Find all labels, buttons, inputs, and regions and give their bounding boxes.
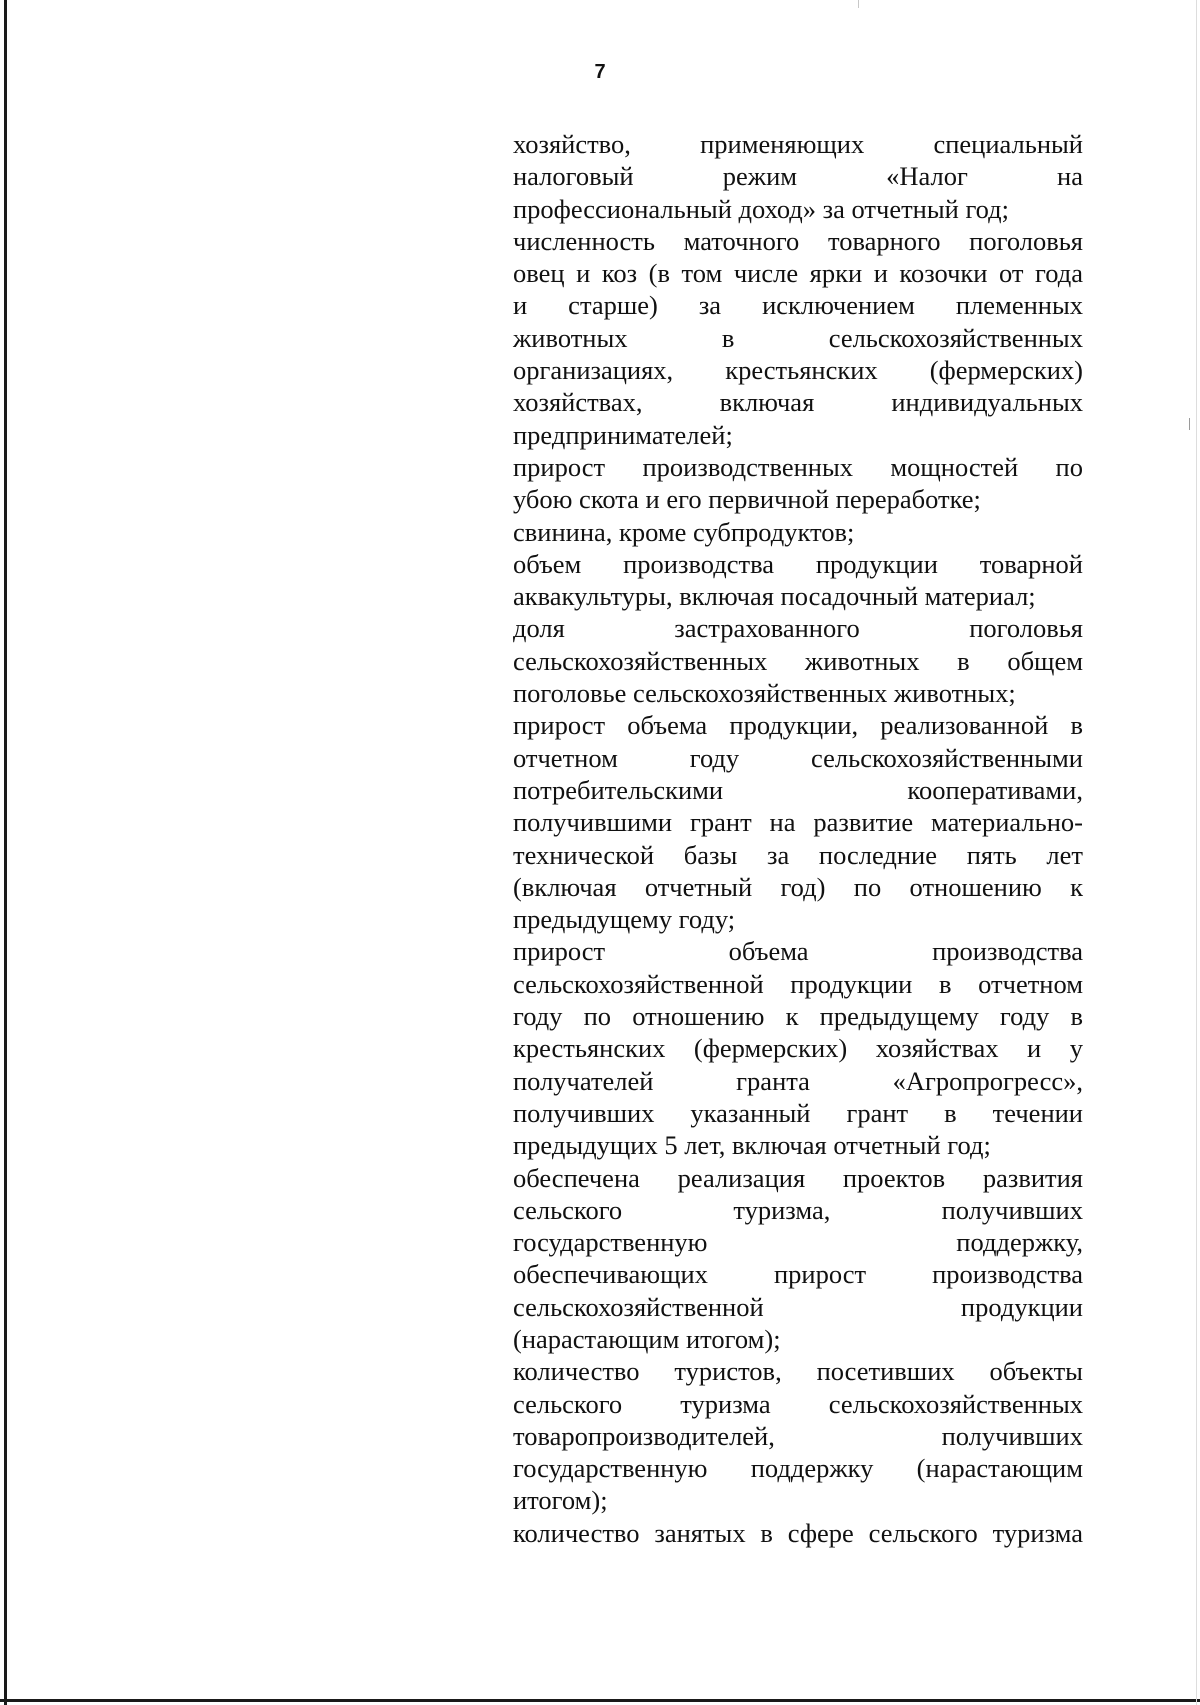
text-line: получившими грант на развитие материально- xyxy=(513,807,1083,838)
text-line: количество занятых в сфере сельского туризма xyxy=(513,1517,1083,1548)
text-line: количество туристов, посетивших объекты xyxy=(513,1356,1083,1387)
text-line: животных в сельскохозяйственных xyxy=(513,322,1083,353)
text-line: доля застрахованного поголовья xyxy=(513,613,1083,644)
text-line: отчетном году сельскохозяйственными xyxy=(513,742,1083,773)
text-line: аквакультуры, включая посадочный материал; xyxy=(513,581,1036,612)
text-line: технической базы за последние пять лет xyxy=(513,839,1083,870)
text-line: овец и коз (в том числе ярки и козочки от года xyxy=(513,258,1083,289)
text-line: итогом); xyxy=(513,1485,608,1516)
text-line: сельскохозяйственной продукции xyxy=(513,1291,1083,1322)
text-line: обеспечена реализация проектов развития xyxy=(513,1162,1083,1193)
scan-border-right xyxy=(1196,0,1197,1705)
text-line: профессиональный доход» за отчетный год; xyxy=(513,193,1010,224)
text-line: прирост производственных мощностей по xyxy=(513,451,1083,482)
text-line: налоговый режим «Налог на xyxy=(513,161,1083,192)
text-line: прирост объема производства xyxy=(513,936,1083,967)
text-line: численность маточного товарного поголовья xyxy=(513,225,1083,256)
text-line: сельскохозяйственной продукции в отчетном xyxy=(513,968,1083,999)
scan-border-bottom xyxy=(0,1699,1200,1702)
text-line: хозяйство, применяющих специальный xyxy=(513,129,1083,159)
scan-artifact-mark xyxy=(1189,418,1190,430)
text-line: предпринимателей; xyxy=(513,419,733,450)
text-line: товаропроизводителей, получивших xyxy=(513,1420,1083,1451)
text-line: убою скота и его первичной переработке; xyxy=(513,484,981,515)
text-line: получивших указанный грант в течении xyxy=(513,1097,1083,1128)
text-line: прирост объема продукции, реализованной в xyxy=(513,710,1083,741)
text-line: хозяйствах, включая индивидуальных xyxy=(513,387,1083,418)
text-line: потребительскими кооперативами, xyxy=(513,774,1083,805)
scan-border-left xyxy=(4,0,7,1705)
text-line: году по отношению к предыдущему году в xyxy=(513,1001,1083,1032)
text-line: организациях, крестьянских (фермерских) xyxy=(513,355,1083,386)
text-line: свинина, кроме субпродуктов; xyxy=(513,516,855,547)
text-line: сельского туризма, получивших xyxy=(513,1194,1083,1225)
text-line: сельскохозяйственных животных в общем xyxy=(513,645,1083,676)
text-line: сельского туризма сельскохозяйственных xyxy=(513,1388,1083,1419)
text-line: и старше) за исключением племенных xyxy=(513,290,1083,321)
text-line: государственную поддержку, xyxy=(513,1227,1083,1258)
text-line: обеспечивающих прирост производства xyxy=(513,1259,1083,1290)
text-line: (нарастающим итогом); xyxy=(513,1323,781,1354)
text-line: получателей гранта «Агропрогресс», xyxy=(513,1065,1083,1096)
scan-artifact-mark-top xyxy=(858,0,859,8)
text-line: поголовье сельскохозяйственных животных; xyxy=(513,678,1016,709)
text-line: предыдущих 5 лет, включая отчетный год; xyxy=(513,1130,991,1161)
page-number: 7 xyxy=(594,61,606,83)
text-line: крестьянских (фермерских) хозяйствах и у xyxy=(513,1033,1083,1064)
body-text xyxy=(513,128,1083,1549)
text-line: предыдущему году; xyxy=(513,904,736,935)
text-line: (включая отчетный год) по отношению к xyxy=(513,871,1083,902)
text-line: государственную поддержку (нарастающим xyxy=(513,1453,1083,1484)
text-line: объем производства продукции товарной xyxy=(513,548,1083,579)
